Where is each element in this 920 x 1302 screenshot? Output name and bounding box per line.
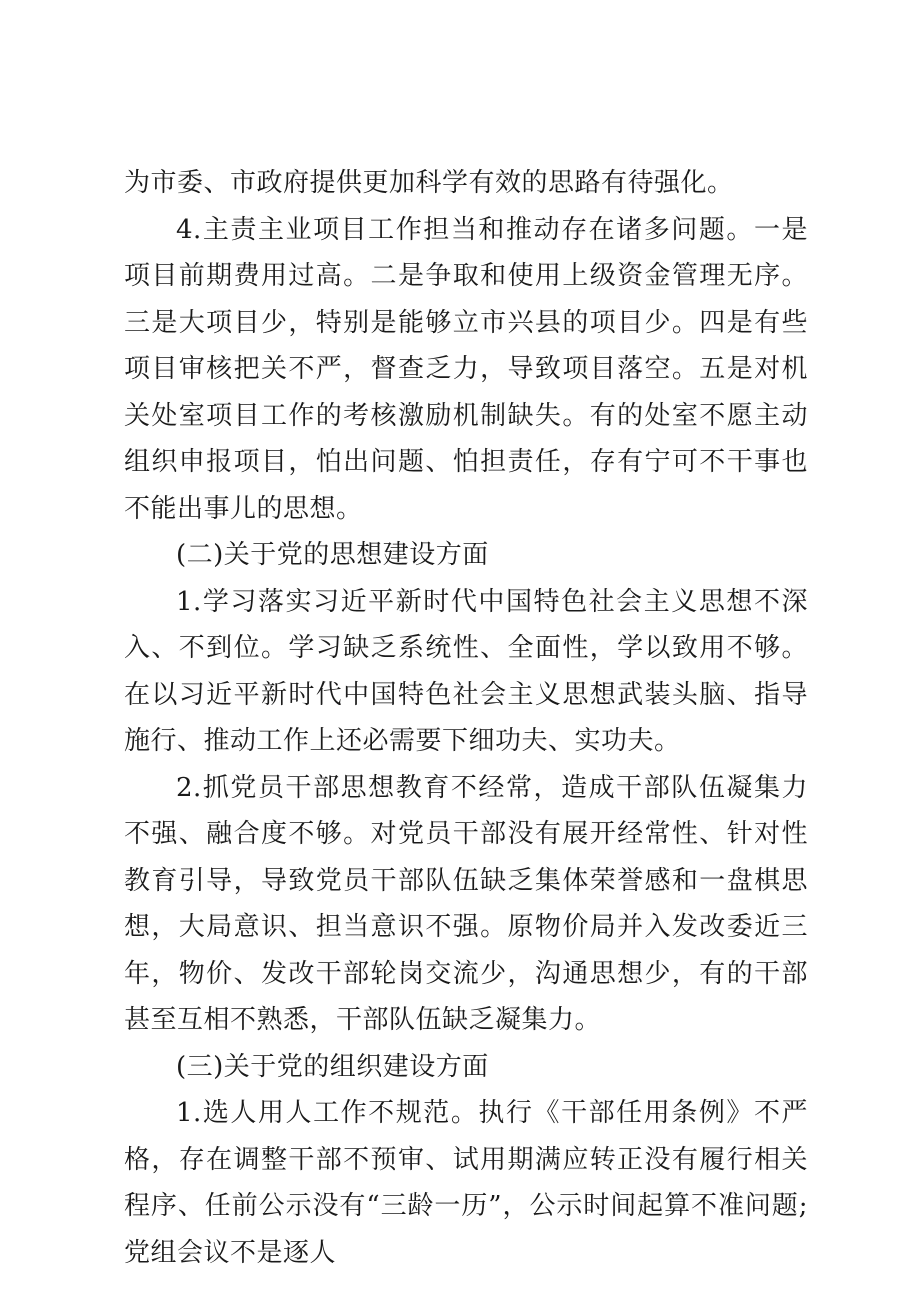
paragraph-item-4: 4.主责主业项目工作担当和推动存在诸多问题。一是项目前期费用过高。二是争取和使用上级资金管理无序。三是大项目少，特别是能够立市兴县的项目少。四是有些项目审核把关不严，督查乏力，导致项目落空。五是对机关处室项目工作的考核激励机制缺失。有的处室不愿主动组织申报项目，怕出问题、怕担责任，存有宁可不干事也不能出事儿的思想。: [124, 214, 808, 524]
section-heading-ideological: (二)关于党的思想建设方面: [176, 540, 489, 570]
paragraph-ideological-1: 1.学习落实习近平新时代中国特色社会主义思想不深入、不到位。学习缺乏系统性、全面性，学以致用不够。在以习近平新时代中国特色社会主义思想武装头脑、指导施行、推动工作上还必需要下细功夫、实功夫。: [124, 586, 808, 756]
document-body: [124, 160, 808, 1276]
section-heading-organizational: (三)关于党的组织建设方面: [176, 1051, 489, 1082]
paragraph-ideological-2: 2.抓党员干部思想教育不经常，造成干部队伍凝集力不强、融合度不够。对党员干部没有展开经常性、针对性教育引导，导致党员干部队伍缺乏集体荣誉感和一盘棋思想，大局意识、担当意识不强。原物价局并入发改委近三年，物价、发改干部轮岗交流少，沟通思想少，有的干部甚至互相不熟悉，干部队伍缺乏凝集力。: [124, 772, 808, 1035]
paragraph-intro-tail: 为市委、市政府提供更加科学有效的思路有待强化。: [124, 168, 734, 198]
paragraph-organizational-1: 1.选人用人工作不规范。执行《干部任用条例》不严格，存在调整干部不预审、试用期满应转正没有履行相关程序、任前公示没有“三龄一历”，公示时间起算不准问题;党组会议不是逐人: [124, 1098, 808, 1268]
